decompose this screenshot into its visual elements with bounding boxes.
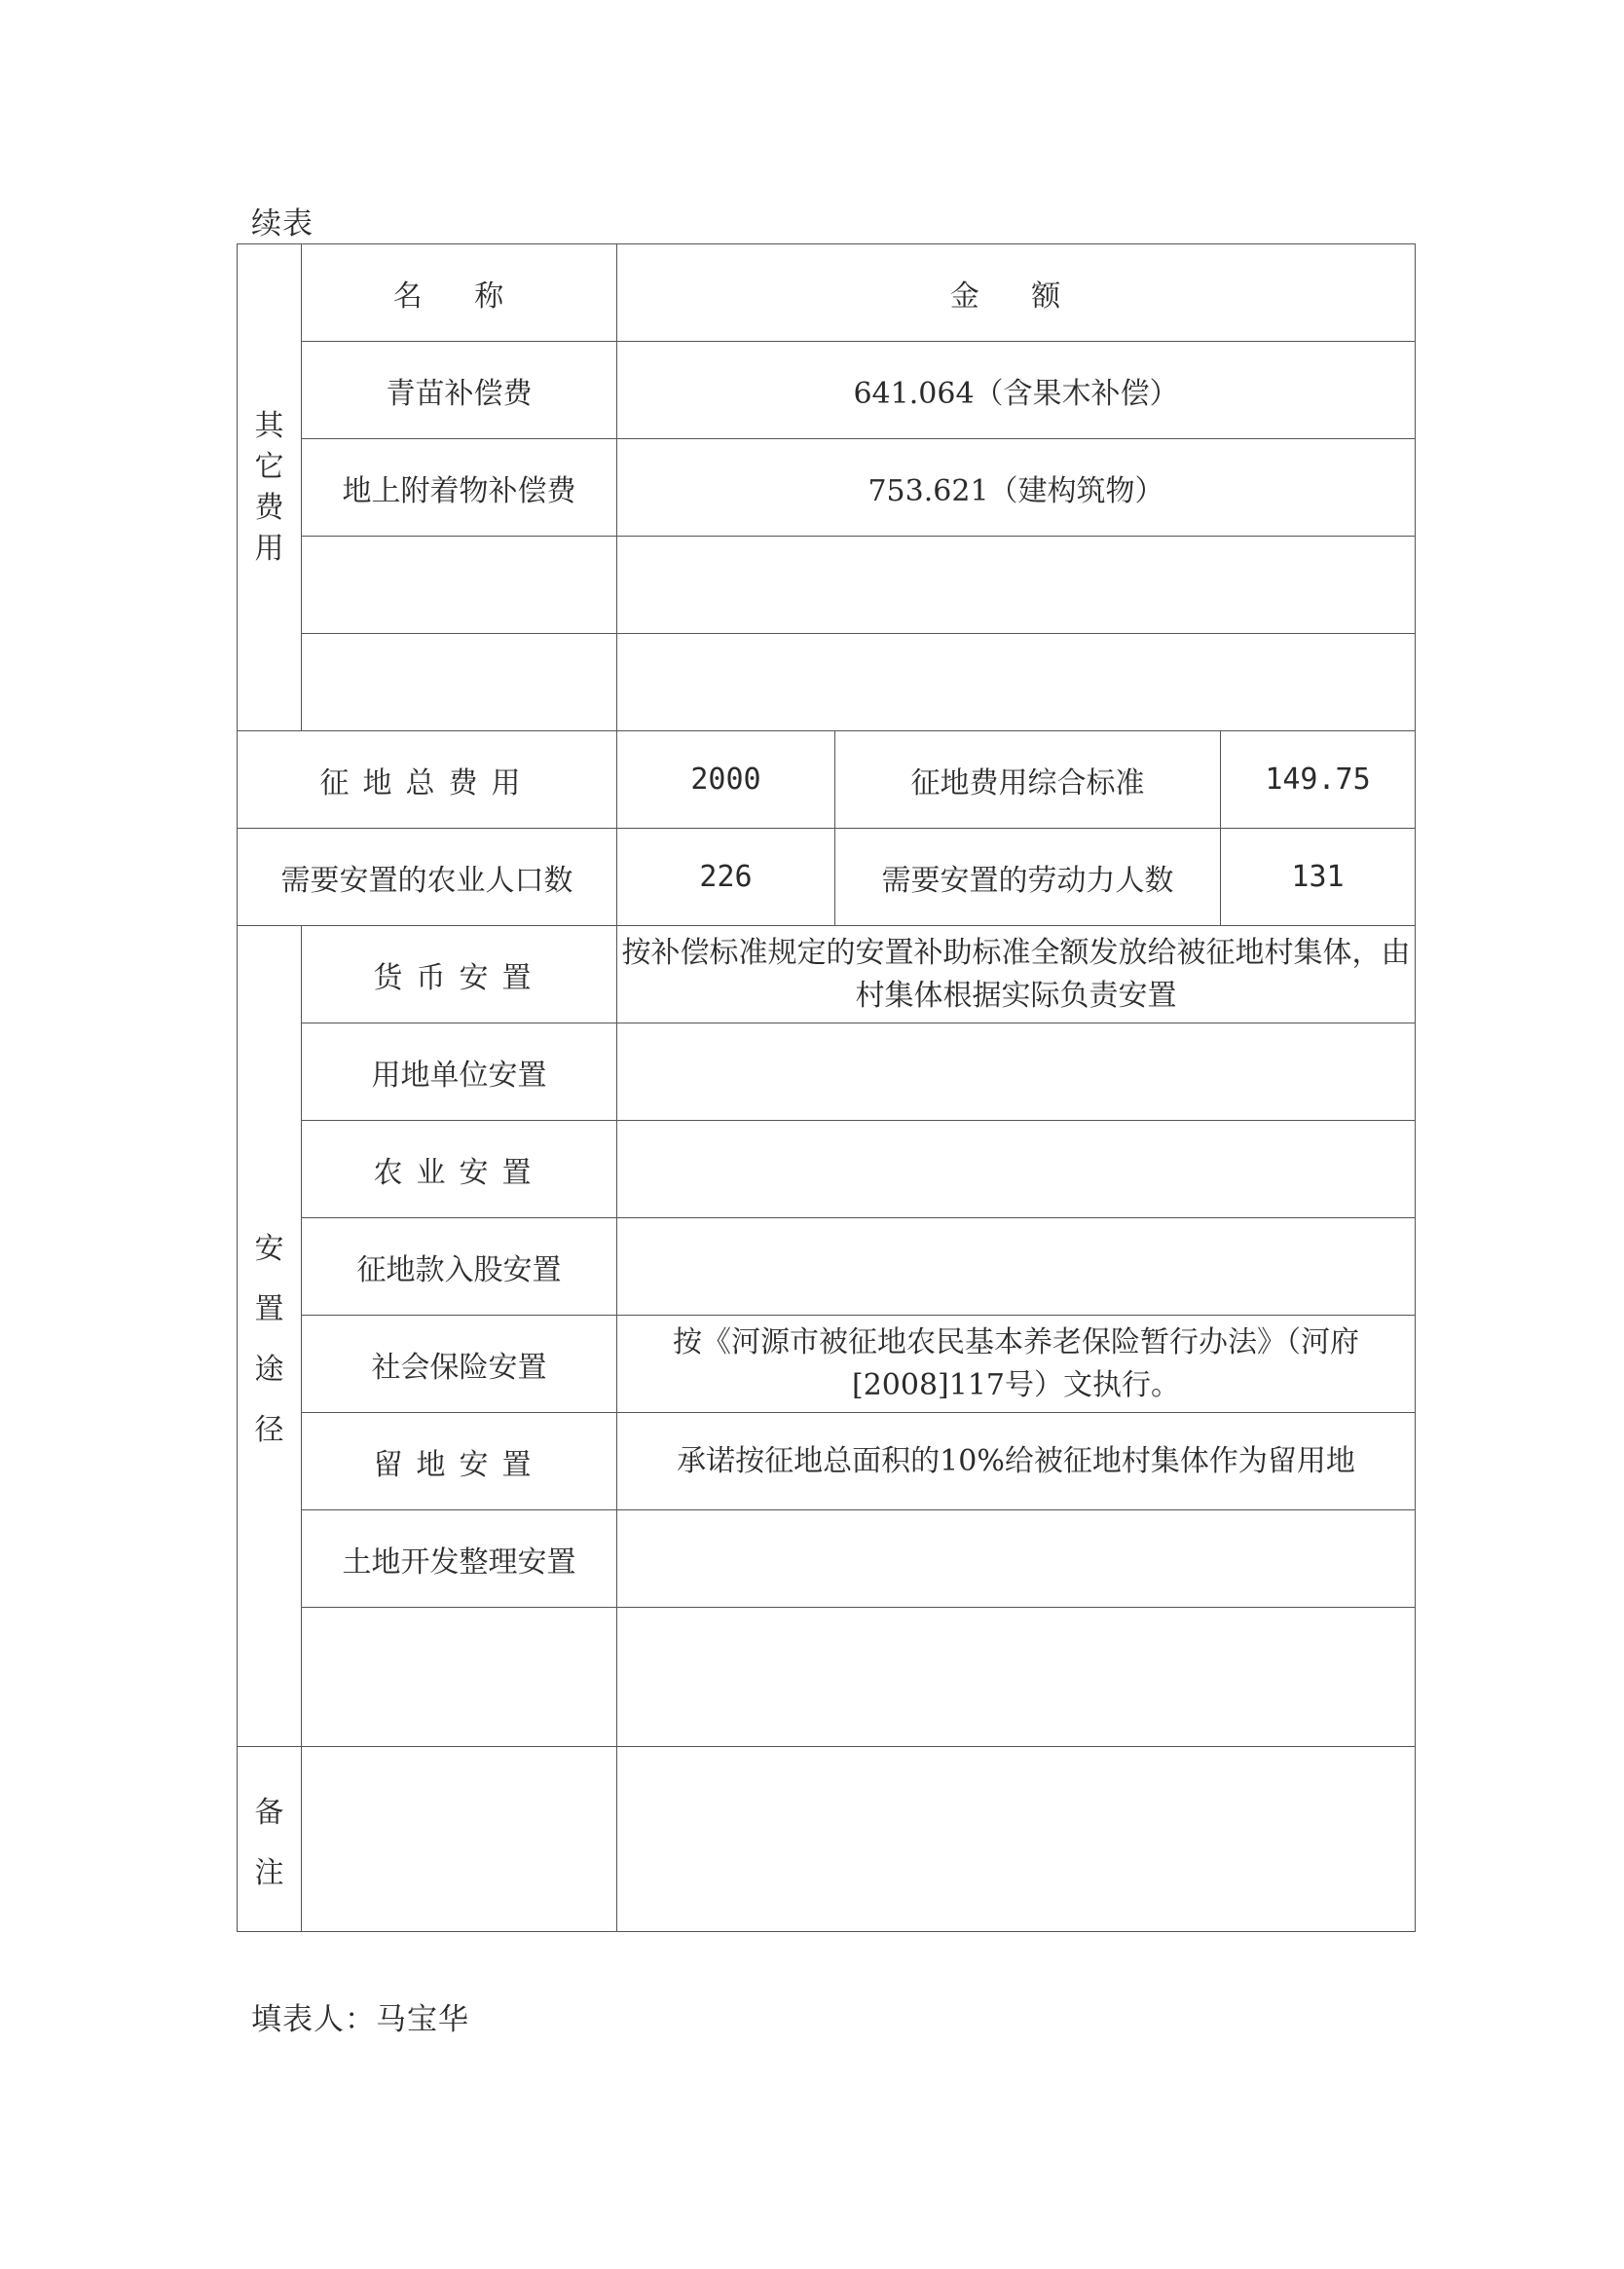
empty-cell (302, 1608, 617, 1747)
standard-label: 征地费用综合标准 (835, 731, 1221, 829)
remarks-row (238, 1747, 1416, 1932)
empty-cell (617, 537, 1416, 634)
population-label: 需要安置的农业人口数 (238, 829, 617, 926)
other-fees-section-label: 其 它 费 用 (238, 244, 302, 731)
amount-column-header: 金 额 (617, 244, 1416, 342)
fee-amount: 641.064（含果木补偿） (617, 342, 1416, 439)
table-row (238, 926, 1416, 1023)
table-row (238, 634, 1416, 731)
empty-cell (617, 1608, 1416, 1747)
fee-amount: 753.621（建构筑物） (617, 439, 1416, 537)
total-cost-label: 征地总费用 (238, 731, 617, 829)
remarks-value (617, 1747, 1416, 1932)
resettlement-description: 按《河源市被征地农民基本养老保险暂行办法》（河府[2008]117号）文执行。 (617, 1316, 1416, 1413)
filled-by: 填表人：马宝华 (251, 2002, 469, 2037)
resettlement-description (617, 1121, 1416, 1218)
empty-cell (617, 634, 1416, 731)
empty-cell (302, 634, 617, 731)
resettlement-method: 征地款入股安置 (302, 1218, 617, 1316)
table-row (238, 1218, 1416, 1316)
labor-label: 需要安置的劳动力人数 (835, 829, 1221, 926)
resettlement-method: 社会保险安置 (302, 1316, 617, 1413)
table-row (238, 1510, 1416, 1608)
empty-cell (302, 537, 617, 634)
table-caption: 续表 (251, 206, 314, 242)
table-row (238, 1023, 1416, 1121)
resettlement-method: 留地安置 (302, 1413, 617, 1510)
total-cost-value: 2000 (617, 731, 835, 829)
resettlement-description: 承诺按征地总面积的10%给被征地村集体作为留用地 (617, 1413, 1416, 1510)
resettlement-description (617, 1510, 1416, 1608)
table-row (238, 1121, 1416, 1218)
standard-value: 149.75 (1221, 731, 1416, 829)
population-row (238, 829, 1416, 926)
table-row (238, 1316, 1416, 1413)
table-row (238, 1608, 1416, 1747)
resettlement-method: 土地开发整理安置 (302, 1510, 617, 1608)
fee-name: 青苗补偿费 (302, 342, 617, 439)
table-row (238, 537, 1416, 634)
name-column-header: 名 称 (302, 244, 617, 342)
empty-cell (302, 1747, 617, 1932)
remarks-label: 备 注 (238, 1747, 302, 1932)
fee-name: 地上附着物补偿费 (302, 439, 617, 537)
resettlement-method: 货币安置 (302, 926, 617, 1023)
table-row (238, 342, 1416, 439)
table-row (238, 439, 1416, 537)
resettlement-description: 按补偿标准规定的安置补助标准全额发放给被征地村集体，由村集体根据实际负责安置 (617, 926, 1416, 1023)
resettlement-method: 农业安置 (302, 1121, 617, 1218)
labor-value: 131 (1221, 829, 1416, 926)
land-acquisition-table (237, 243, 1416, 1932)
resettlement-description (617, 1218, 1416, 1316)
resettlement-section-label: 安 置 途 径 (238, 926, 302, 1747)
total-cost-row (238, 731, 1416, 829)
resettlement-method: 用地单位安置 (302, 1023, 617, 1121)
population-value: 226 (617, 829, 835, 926)
resettlement-description (617, 1023, 1416, 1121)
table-row (238, 1413, 1416, 1510)
